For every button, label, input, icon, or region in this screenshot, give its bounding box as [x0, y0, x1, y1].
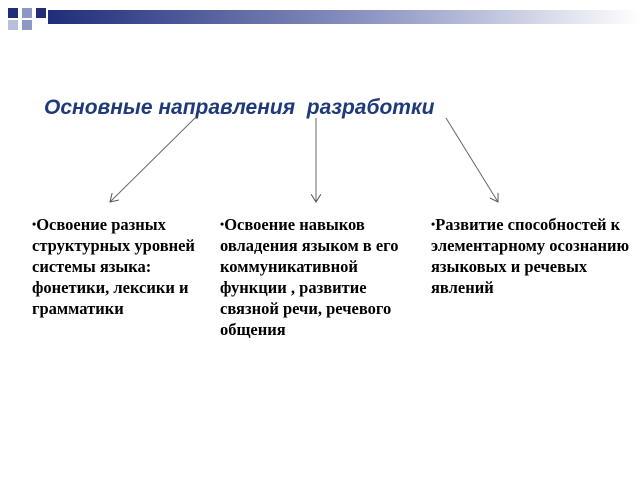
direction-text-3: Развитие способностей к элементарному осознанию языковых и речевых явлений — [431, 215, 630, 297]
slide-title: Основные направления разработки — [44, 96, 435, 119]
direction-column-1 — [32, 214, 202, 319]
bullet: • — [32, 217, 37, 231]
arrow-right — [446, 118, 498, 202]
direction-text-1: Освоение разных структурных уровней системы языка: фонетики, лексики и грамматики — [32, 215, 195, 318]
direction-column-3 — [431, 214, 631, 298]
bullet: • — [220, 217, 225, 231]
direction-text-2: Освоение навыков овладения языком в его коммуникативной функции , развитие связной речи, речевого общения — [220, 215, 399, 339]
bullet: • — [431, 217, 436, 231]
direction-column-2 — [220, 214, 412, 340]
arrow-left — [110, 118, 195, 202]
